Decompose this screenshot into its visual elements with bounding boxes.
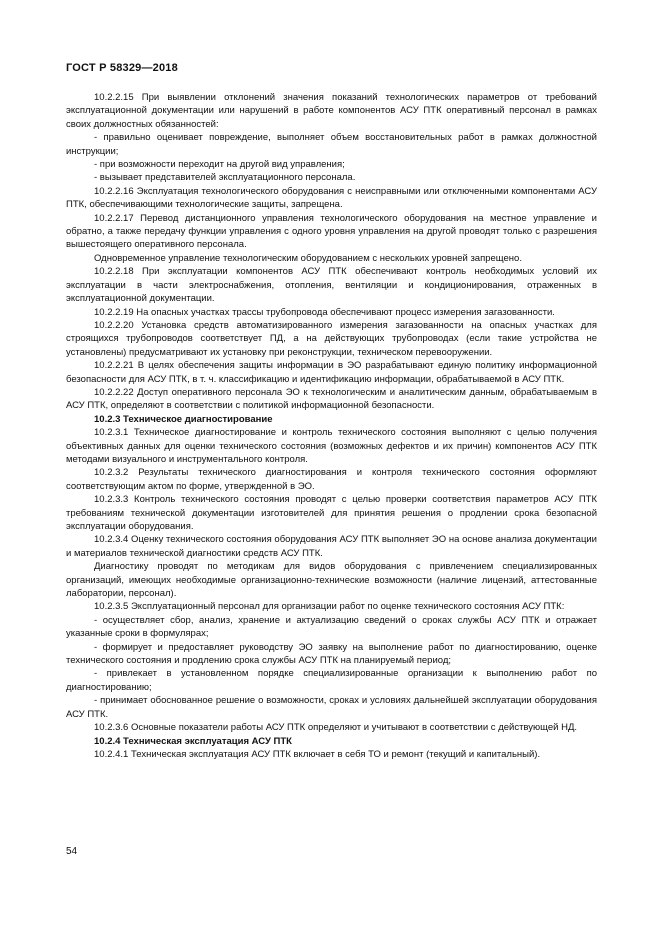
page-number: 54 (66, 846, 78, 857)
paragraph: - правильно оценивает повреждение, выполняет объем восстановительных работ в рамках должностной инструкции; (66, 132, 597, 157)
paragraph: 10.2.2.20 Установка средств автоматизированного измерения загазованности на опасных участках для строящихся трубопроводов соответствует ПД, а на действующих трубопроводах (если такие устройства не установлены) предусматривают их установку при реконструкции, техническом перевооружении. (66, 319, 597, 358)
paragraph: 10.2.2.16 Эксплуатация технологического оборудования с неисправными или отключенными компонентами АСУ ПТК, обеспечивающими технологические защиты, запрещена. (66, 185, 597, 211)
paragraph: - привлекает в установленном порядке специализированные организации к выполнению работ по диагностированию; (66, 668, 597, 693)
paragraph: 10.2.3.2 Результаты технического диагностирования и контроля технического состояния оформляют соответствующим актом по форме, утвержденной в ЭО. (66, 467, 597, 492)
paragraph: Одновременное управление технологическим оборудованием с нескольких уровней запрещено. (94, 252, 522, 264)
paragraph: - принимает обоснованное решение о возможности, сроках и условиях дальнейшей эксплуатации оборудования АСУ ПТК. (66, 695, 597, 720)
section-heading: 10.2.4 Техническая эксплуатация АСУ ПТК (94, 735, 292, 747)
paragraph: - вызывает представителей эксплуатационного персонала. (94, 172, 356, 184)
paragraph: - осуществляет сбор, анализ, хранение и актуализацию сведений о сроках службы АСУ ПТК и отражает указанные сроки в формулярах; (66, 614, 597, 640)
paragraph: 10.2.3.6 Основные показатели работы АСУ ПТК определяют и учитывают в соответствии с действующей НД. (94, 722, 578, 734)
paragraph: 10.2.3.5 Эксплуатационный персонал для организации работ по оценке технического состояния АСУ ПТК: (94, 601, 565, 613)
paragraph: 10.2.3.4 Оценку технического состояния оборудования АСУ ПТК выполняет ЭО на основе анализа документации и материалов технической диагностики средств АСУ ПТК. (66, 534, 597, 559)
paragraph: 10.2.3.1 Техническое диагностирование и контроль технического состояния выполняют с целью получения объективных данных для оценки технического состояния (возможных дефектов и их причин) компонентов АСУ ПТК методами визуального и инструментального контроля. (66, 427, 597, 465)
paragraph: 10.2.4.1 Техническая эксплуатация АСУ ПТК включает в себя ТО и ремонт (текущий и капитальный). (94, 748, 541, 760)
paragraph: - при возможности переходит на другой вид управления; (94, 159, 345, 171)
paragraph: 10.2.2.21 В целях обеспечения защиты информации в ЭО разрабатывают единую политику информационной безопасности для АСУ ПТК, в т. ч. классификацию и идентификацию информации, обрабатываемой в АСУ ПТК. (66, 360, 597, 385)
section-heading: 10.2.3 Техническое диагностирование (94, 413, 273, 425)
paragraph: 10.2.2.18 При эксплуатации компонентов АСУ ПТК обеспечивают контроль необходимых условий их эксплуатации в части электроснабжения, отопления, вентиляции и кондиционирования, отраженных в эксплуатационной документации. (66, 266, 597, 305)
paragraph: 10.2.2.15 При выявлении отклонений значения показаний технологических параметров от требований эксплуатационной документации или нарушений в работе компонентов АСУ ПТК оперативный персонал в рамках своих должностных обязанностей: (66, 92, 597, 130)
paragraph: 10.2.2.22 Доступ оперативного персонала ЭО к технологическим и аналитическим данным, обрабатываемым в АСУ ПТК, определяют в соответствии с политикой информационной безопасности. (66, 386, 597, 412)
paragraph: 10.2.2.17 Перевод дистанционного управления технологического оборудования на местное управление и обратно, а также передачу функции управления с одного уровня управления на другой проводят только с разрешения вышестоящего оперативного персонала. (66, 212, 597, 251)
document-body (66, 91, 597, 761)
paragraph: Диагностику проводят по методикам для видов оборудования с привлечением специализированных организаций, имеющих необходимые организационно-технические возможности (наличие лицензий, аттестованные лаборатории, персонал). (66, 561, 597, 600)
document-header-code: ГОСТ Р 58329—2018 (66, 62, 178, 74)
paragraph: - формирует и предоставляет руководству ЭО заявку на выполнение работ по диагностированию, оценке технического состояния и продлению срока службы АСУ ПТК на планируемый период; (66, 641, 597, 667)
paragraph: 10.2.2.19 На опасных участках трассы трубопровода обеспечивают процесс измерения загазованности. (94, 306, 555, 318)
paragraph: 10.2.3.3 Контроль технического состояния проводят с целью проверки соответствия параметров АСУ ПТК требованиям технической документации изготовителей для принятия решения о продлении срока безопасной эксплуатации оборудования. (66, 494, 597, 532)
